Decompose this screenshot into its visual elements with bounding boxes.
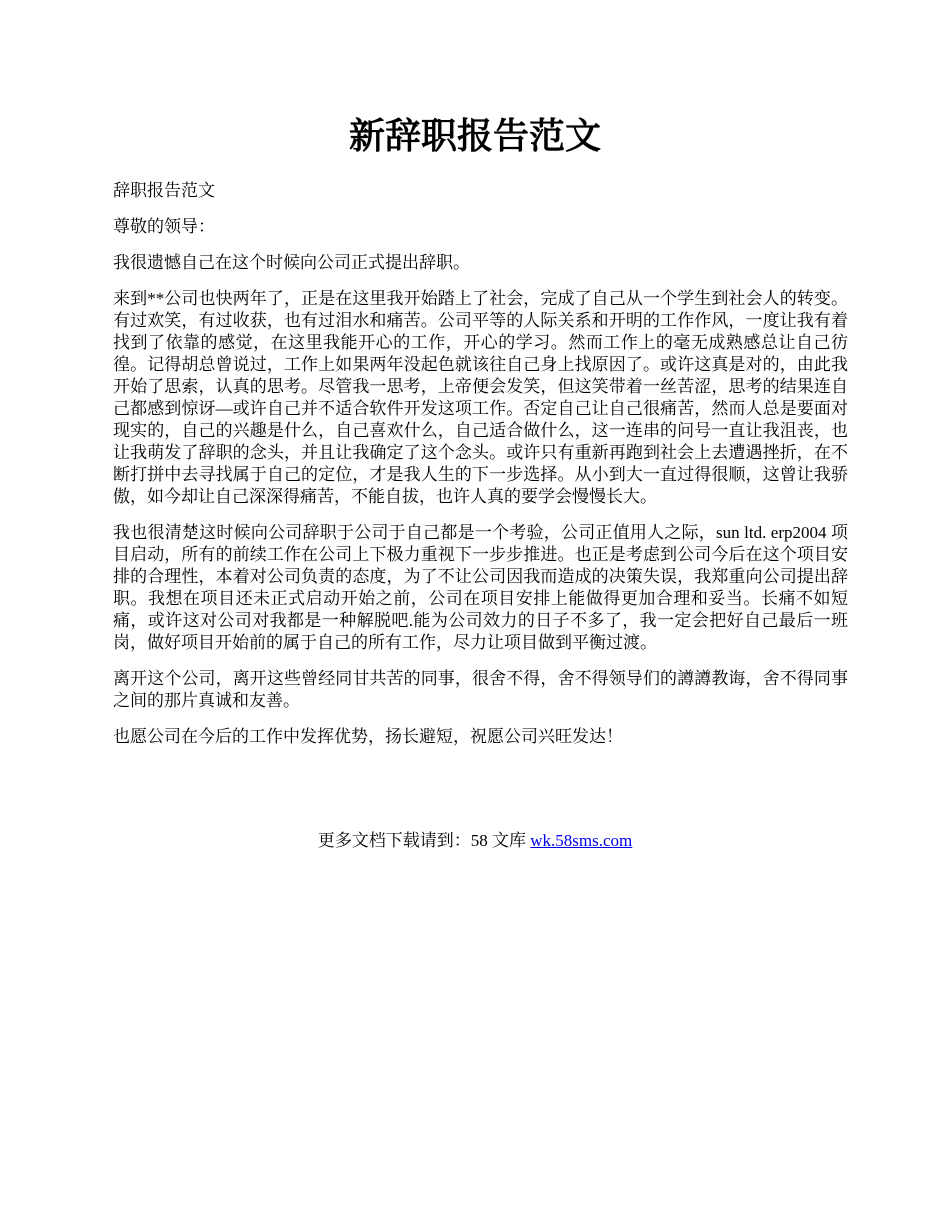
paragraph-body-1: 来到**公司也快两年了，正是在这里我开始踏上了社会，完成了自己从一个学生到社会人的转变。有过欢笑，有过收获，也有过泪水和痛苦。公司平等的人际关系和开明的工作作风，一度让我有着找到了依靠的感觉，在这里我能开心的工作，开心的学习。然而工作上的毫无成熟感总让自己彷徨。记得胡总曾说过，工作上如果两年没起色就该往自己身上找原因了。或许这真是对的，由此我开始了思索，认真的思考。尽管我一思考，上帝便会发笑，但这笑带着一丝苦涩，思考的结果连自己都感到惊讶—或许自己并不适合软件开发这项工作。否定自己让自己很痛苦，然而人总是要面对现实的，自己的兴趣是什么，自己喜欢什么，自己适合做什么，这一连串的问号一直让我沮丧，也让我萌发了辞职的念头，并且让我确定了这个念头。或许只有重新再跑到社会上去遭遇挫折，在不断打拼中去寻找属于自己的定位，才是我人生的下一步选择。从小到大一直过得很顺，这曾让我骄傲，如今却让自己深深得痛苦，不能自拔，也许人真的要学会慢慢长大。 bbox=[113, 289, 848, 506]
paragraph-subtitle: 辞职报告范文 bbox=[113, 181, 215, 200]
paragraph-closing: 也愿公司在今后的工作中发挥优势，扬长避短，祝愿公司兴旺发达！ bbox=[113, 727, 623, 746]
footer-download-note bbox=[0, 830, 950, 852]
document-title: 新辞职报告范文 bbox=[348, 116, 601, 156]
document-body bbox=[113, 180, 848, 762]
paragraph-salutation: 尊敬的领导： bbox=[113, 217, 215, 236]
paragraph-body-3: 离开这个公司，离开这些曾经同甘共苦的同事，很舍不得，舍不得领导们的譐譐教诲，舍不得同事之间的那片真诚和友善。 bbox=[113, 669, 848, 710]
paragraph-body-2: 我也很清楚这时候向公司辞职于公司于自己都是一个考验，公司正值用人之际，sun ltd. erp2004 项目启动，所有的前续工作在公司上下极力重视下一步步推进。也正是考虑到公司今后在这个项目安排的合理性，本着对公司负责的态度，为了不让公司因我而造成的决策失误，我郑重向公司提出辞职。我想在项目还未正式启动开始之前，公司在项目安排上能做得更加合理和妥当。长痛不如短痛，或许这对公司对我都是一种解脱吧.能为公司效力的日子不多了，我一定会把好自己最后一班岗，做好项目开始前的属于自己的所有工作，尽力让项目做到平衡过渡。 bbox=[113, 523, 848, 652]
footer-prefix: 更多文档下载请到：58 文库 bbox=[317, 831, 531, 850]
footer-link[interactable]: wk.58sms.com bbox=[530, 831, 633, 850]
paragraph-intro: 我很遗憾自己在这个时候向公司正式提出辞职。 bbox=[113, 253, 470, 272]
